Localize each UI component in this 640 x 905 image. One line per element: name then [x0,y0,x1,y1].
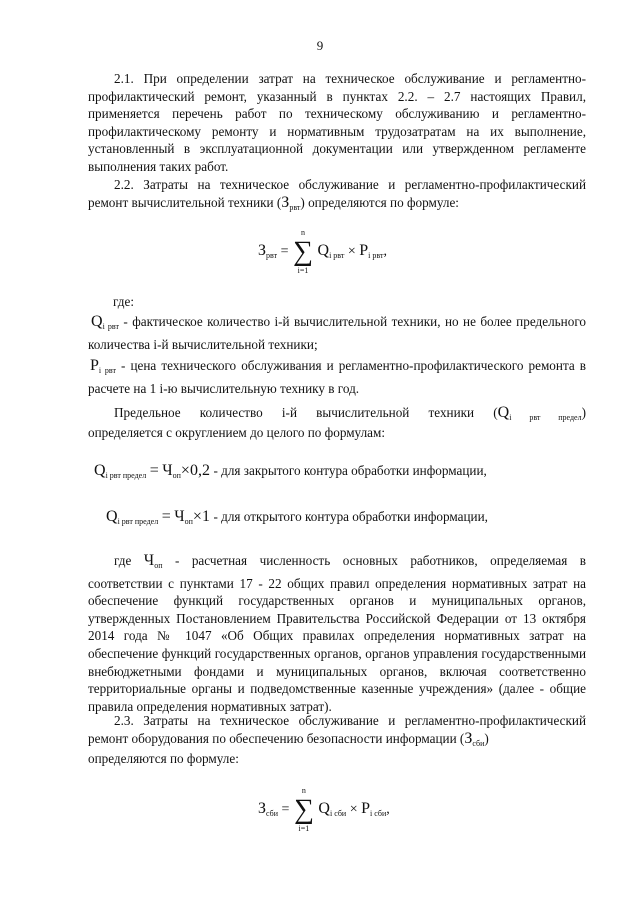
paragraph-2-1: 2.1. При определении затрат на техническое обслуживание и регламентно-профилактический ремонт, указанный в пунктах 2.2. – 2.7 настоящих Правил, применяется перечень работ по техническому обслуживанию и регламентно-профилактическому ремонту и нормативным трудозатратам на их выполнение, установленный в эксплуатационной документации или утвержденном регламенте выполнения таких работ. [88,71,586,174]
formula-z-rvt: $З_{рвт}$ = n ∑ i=1 $Q_{i рвт} \times P_{i рвт}$, [258,228,387,275]
z-sbi-symbol: $З_{сби}$ [464,729,485,748]
definition-p-rvt: $P_{i рвт}$ - цена технического обслуживания и регламентно-профилактического ремонта в расчете на 1 i-ю вычислительную технику в год. [88,357,586,396]
limit-line-2: определяется с округлением до целого по формулам: [88,425,386,440]
definition-q-rvt: $Q_{i рвт}$ - фактическое количество i-й вычислительной техники, но не более предельного количества i-й вычислительной техники; [88,313,586,352]
where-label: где: [113,294,134,309]
paragraph-2-3: 2.3. Затраты на техническое обслуживание и регламентно-профилактический ремонт оборудования по обеспечению безопасности информации $(З_{сби})$ [88,713,586,748]
definition-ch-op: где $Ч_{оп}$ - расчетная численность основных работников, определяемая в соответствии с пунктами 17 - 22 общих правил определения нормативных затрат на обеспечение функций государственных органов и муниципальных органов, утвержденных Постановлением Правительства Российской Федерации от 13 октября 2014 года № 1047 «Об Общих правилах определения нормативных затрат на обеспечение функций государственных органов, органов управления государственными внебюджетными фондами и муниципальных органов, включая соответственно территориальные органы и подведомственные казенные учреждения» (далее - общие правила определения нормативных затрат). [88,552,586,714]
sum-symbol: n ∑ i=1 [293,786,314,833]
formula-z-sbi: $З_{сби}$ = n ∑ i=1 $Q_{i сби} \times P_{i сби}$, [258,786,390,833]
limit-text: Предельное количество i-й вычислительной техники $(Q_{i рвт предел})$ [114,404,586,422]
formula-closed-contour: $Q_{i рвт предел} = Ч_{оп}\times 0,2$ - для закрытого контура обработки информации, [94,462,487,480]
z-rvt-symbol: $З_{рвт}$ [281,193,301,212]
paragraph-2-3-line-2: определяются по формуле: [88,751,239,766]
formula-open-contour: $Q_{i рвт предел} = Ч_{оп}\times 1$ - для открытого контура обработки информации, [106,508,488,526]
sum-symbol: n ∑ i=1 [293,228,313,275]
page-number: 9 [316,38,324,53]
paragraph-2-2: 2.2. Затраты на техническое обслуживание и регламентно-профилактический ремонт вычислительной техники $(З_{рвт})$ определяются по формуле: [88,177,586,212]
